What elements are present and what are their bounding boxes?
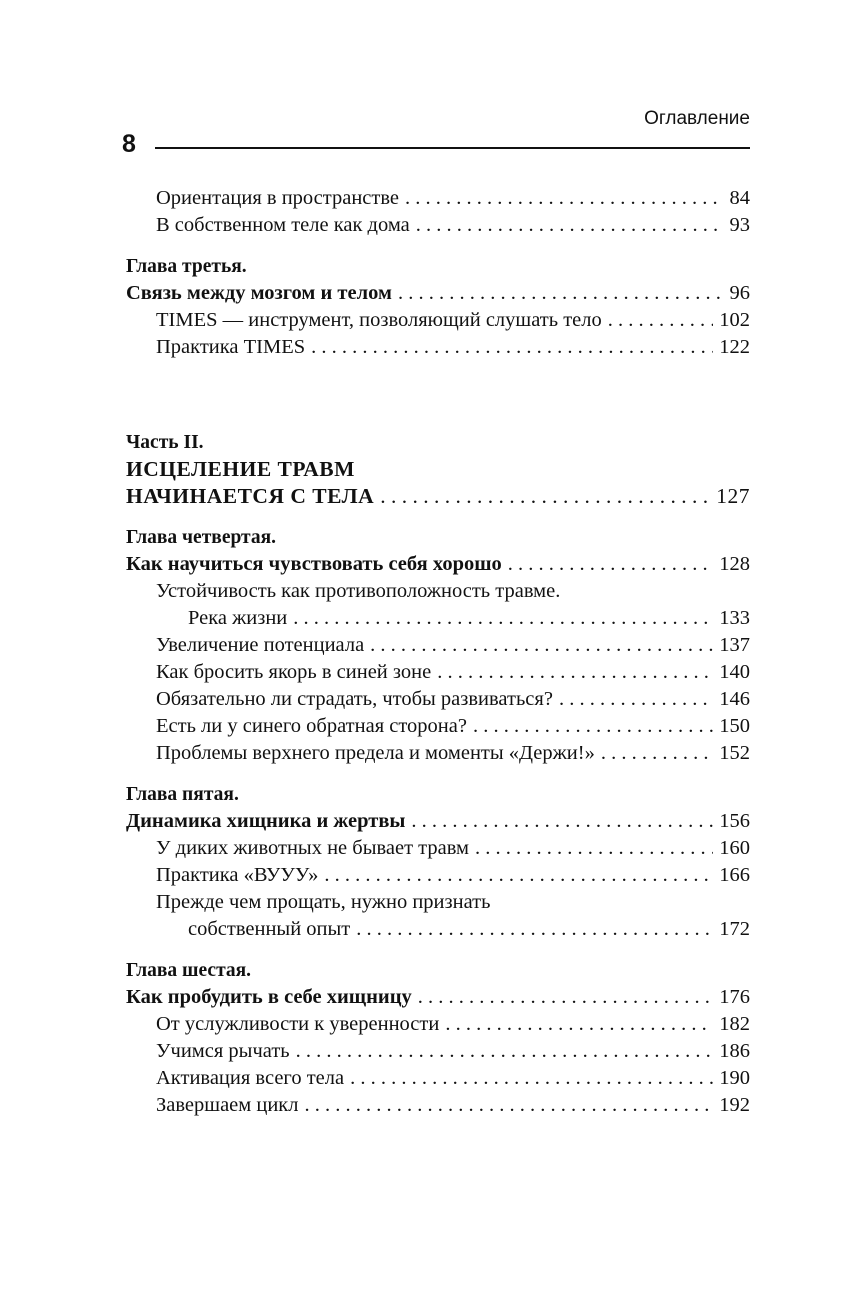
dot-leader: [350, 1065, 713, 1092]
toc-entry-page: 93: [729, 214, 750, 236]
part-entry[interactable]: [126, 483, 750, 510]
toc-entry-page: 96: [729, 282, 750, 304]
toc-entry-page: 192: [719, 1094, 750, 1116]
toc-entry[interactable]: [126, 605, 750, 632]
toc-entry-title: Устойчивость как противоположность травме.: [156, 580, 561, 602]
toc-entry-page: 166: [719, 864, 750, 886]
toc-entry[interactable]: [126, 334, 750, 361]
toc-entry-page: 186: [719, 1040, 750, 1062]
toc-entry-page: 128: [719, 553, 750, 575]
chapter-heading: [126, 781, 750, 808]
table-of-contents: [126, 185, 750, 1119]
dot-leader: [437, 659, 713, 686]
chapter-heading: [126, 524, 750, 551]
dot-leader: [559, 686, 713, 713]
toc-entry-title: В собственном теле как дома: [156, 214, 410, 236]
toc-entry-title: Практика TIMES: [156, 336, 306, 358]
part-title-line: [126, 456, 750, 483]
toc-entry[interactable]: [126, 916, 750, 943]
toc-entry-page: 152: [719, 742, 750, 764]
dot-leader: [324, 862, 713, 889]
toc-entry[interactable]: [126, 835, 750, 862]
chapter-entry[interactable]: [126, 280, 750, 307]
dot-leader: [405, 185, 723, 212]
toc-entry-title: собственный опыт: [188, 918, 351, 940]
dot-leader: [356, 916, 713, 943]
toc-entry[interactable]: [126, 862, 750, 889]
toc-entry-title: Ориентация в пространстве: [156, 187, 400, 209]
chapter-entry[interactable]: [126, 808, 750, 835]
toc-entry[interactable]: [126, 1065, 750, 1092]
chapter-label: Глава шестая.: [126, 960, 252, 981]
dot-leader: [398, 280, 724, 307]
chapter-entry[interactable]: [126, 551, 750, 578]
toc-entry-page: 146: [719, 688, 750, 710]
toc-entry[interactable]: [126, 212, 750, 239]
chapter-entry[interactable]: [126, 984, 750, 1011]
toc-entry-title: От услужливости к уверенности: [156, 1013, 440, 1035]
chapter-title: Как научиться чувствовать себя хорошо: [126, 553, 502, 575]
running-header-title: Оглавление: [644, 108, 750, 129]
dot-leader: [293, 605, 713, 632]
toc-entry-page: 172: [719, 918, 750, 940]
toc-entry[interactable]: [126, 632, 750, 659]
toc-entry-title: Есть ли у синего обратная сторона?: [156, 715, 467, 737]
dot-leader: [418, 984, 713, 1011]
toc-entry[interactable]: [126, 1038, 750, 1065]
toc-entry[interactable]: [126, 307, 750, 334]
chapter-title: Динамика хищника и жертвы: [126, 810, 406, 832]
dot-leader: [311, 334, 713, 361]
toc-entry-page: 176: [719, 986, 750, 1008]
dot-leader: [305, 1092, 714, 1119]
toc-entry-page: 102: [719, 309, 750, 331]
toc-entry-title: Обязательно ли страдать, чтобы развиваться?: [156, 688, 553, 710]
toc-entry[interactable]: [126, 686, 750, 713]
toc-entry-line: [126, 889, 750, 916]
chapter-label: Глава четвертая.: [126, 527, 277, 548]
chapter-heading: [126, 957, 750, 984]
chapter-title: Связь между мозгом и телом: [126, 282, 392, 304]
toc-entry-title: Прежде чем прощать, нужно признать: [156, 891, 491, 913]
toc-entry-title: Река жизни: [188, 607, 288, 629]
dot-leader: [473, 713, 713, 740]
toc-entry-title: У диких животных не бывает травм: [156, 837, 470, 859]
dot-leader: [508, 551, 713, 578]
toc-entry-line: [126, 578, 750, 605]
part-title: НАЧИНАЕТСЯ С ТЕЛА: [126, 484, 375, 508]
toc-entry-title: Как бросить якорь в синей зоне: [156, 661, 432, 683]
dot-leader: [411, 808, 713, 835]
chapter-label: Глава третья.: [126, 256, 247, 277]
toc-entry[interactable]: [126, 185, 750, 212]
chapter-heading: [126, 253, 750, 280]
toc-entry-page: 140: [719, 661, 750, 683]
dot-leader: [296, 1038, 714, 1065]
header-rule: [155, 147, 750, 149]
toc-entry-page: 156: [719, 810, 750, 832]
toc-entry[interactable]: [126, 713, 750, 740]
page-number: 8: [122, 130, 136, 158]
dot-leader: [608, 307, 714, 334]
part-label: Часть II.: [126, 432, 204, 453]
toc-entry-title: TIMES — инструмент, позволяющий слушать тело: [156, 309, 602, 331]
part-title: ИСЦЕЛЕНИЕ ТРАВМ: [126, 457, 355, 481]
toc-entry[interactable]: [126, 659, 750, 686]
toc-entry-page: 122: [719, 336, 750, 358]
chapter-title: Как пробудить в себе хищницу: [126, 986, 412, 1008]
dot-leader: [475, 835, 713, 862]
dot-leader: [445, 1011, 713, 1038]
dot-leader: [416, 212, 724, 239]
toc-entry-title: Увеличение потенциала: [156, 634, 365, 656]
toc-entry-title: Проблемы верхнего предела и моменты «Держи!»: [156, 742, 595, 764]
toc-entry-page: 137: [719, 634, 750, 656]
toc-entry-page: 84: [729, 187, 750, 209]
toc-entry-page: 133: [719, 607, 750, 629]
toc-entry[interactable]: [126, 740, 750, 767]
toc-entry-page: 182: [719, 1013, 750, 1035]
dot-leader: [380, 483, 710, 510]
toc-entry-title: Практика «ВУУУ»: [156, 864, 319, 886]
part-heading: [126, 429, 750, 456]
toc-entry-title: Активация всего тела: [156, 1067, 345, 1089]
dot-leader: [370, 632, 713, 659]
toc-entry-page: 150: [719, 715, 750, 737]
dot-leader: [601, 740, 713, 767]
toc-entry-page: 127: [716, 484, 750, 508]
chapter-label: Глава пятая.: [126, 784, 239, 805]
toc-entry-title: Завершаем цикл: [156, 1094, 299, 1116]
toc-entry[interactable]: [126, 1092, 750, 1119]
toc-entry-title: Учимся рычать: [156, 1040, 290, 1062]
toc-entry-page: 190: [719, 1067, 750, 1089]
toc-entry-page: 160: [719, 837, 750, 859]
toc-entry[interactable]: [126, 1011, 750, 1038]
